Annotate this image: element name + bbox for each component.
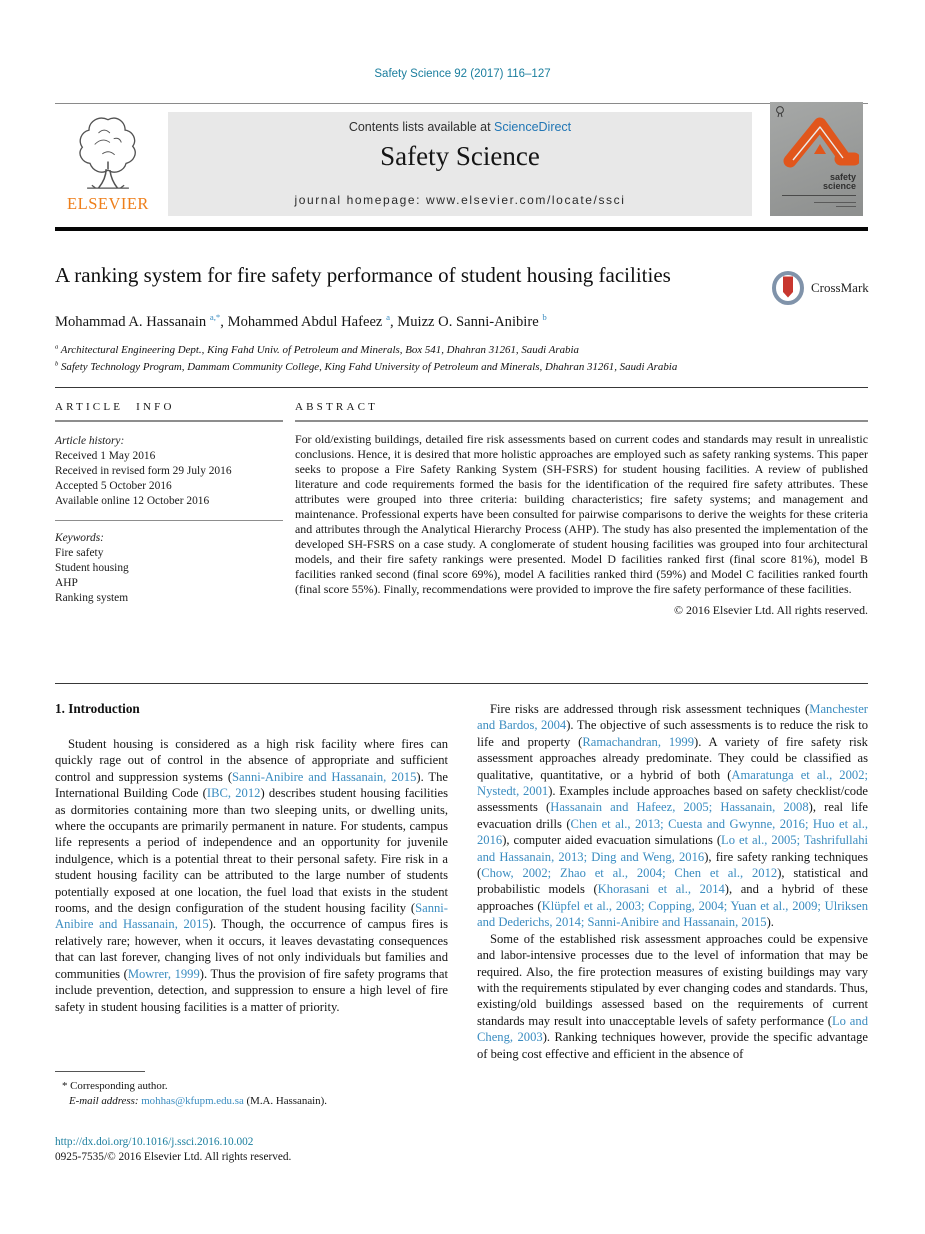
keyword-item: Fire safety <box>55 547 104 559</box>
article-info-section <box>55 401 283 606</box>
safety-science-triangle-icon <box>775 113 859 173</box>
history-item: Received 1 May 2016 <box>55 450 156 462</box>
text-segment: Some of the established risk assessment approaches could be expensive and labor-intensive processes due to the level of information that may be required. Also, the fire protection measures of existing buildings may vary with the requirements stipulated by ever changing codes and standards. Thus, existing/old buildings assessed based on the requirements of current standards may result into unacceptable levels of safety performance ( <box>477 931 868 1028</box>
article-info-rule <box>55 420 283 422</box>
journal-homepage-link[interactable]: journal homepage: www.elsevier.com/locate/ssci <box>294 193 626 207</box>
banner-bottom-rule <box>55 227 868 231</box>
history-item: Accepted 5 October 2016 <box>55 480 172 492</box>
citation-link[interactable]: Chow, 2002; Zhao et al., 2004; Chen et al., 2012 <box>481 866 778 881</box>
email-link[interactable]: mohhas@kfupm.edu.sa <box>141 1094 244 1107</box>
text-segment: ), statistical and probabilistic models ( <box>477 866 868 897</box>
text-segment: ). Examples include approaches based on safety checklist/code assessments ( <box>477 784 868 815</box>
contents-lists-line <box>168 112 752 134</box>
text-segment: , Muizz O. Sanni-Anibire <box>389 314 543 330</box>
keywords-label: Keywords: <box>55 532 104 544</box>
text-segment: Safety Technology Program, Dammam Community College, King Fahd University of Petroleum and Minerals, Dhahran 31261, Saudi Arabia <box>58 360 678 373</box>
text-segment: ), and a hybrid of these approaches ( <box>477 882 868 913</box>
text-segment: b <box>55 360 59 368</box>
cover-fine-print-bar <box>836 206 856 207</box>
journal-title: Safety Science <box>380 141 540 171</box>
intro-section <box>55 701 448 1015</box>
citation-link[interactable]: Lo et al., 2005; Tashrifullahi and Hassanain, 2013; Ding and Weng, 2016 <box>477 833 868 864</box>
article-history-label: Article history: <box>55 435 125 447</box>
text-segment: Fire risks are addressed through risk assessment techniques ( <box>490 702 810 716</box>
author-affiliation-marker[interactable]: a <box>386 312 390 323</box>
cover-rule <box>782 195 856 196</box>
elsevier-logo[interactable] <box>55 110 161 216</box>
citation-link[interactable]: Khorasani et al., 2014 <box>597 882 725 897</box>
abstract-heading: ABSTRACT <box>295 401 379 413</box>
citation-link[interactable]: Manchester and Bardos, 2004 <box>477 702 868 733</box>
history-item: Received in revised form 29 July 2016 <box>55 465 232 477</box>
abstract-text: For old/existing buildings, detailed fire risk assessments based on current codes and standards may result in unrealistic conclusions. Hence, it is desired that more holistic approaches are employed such as safety ranking systems. This paper seeks to propose a Fire Safety Ranking System (SH-FSRS) for student housing facilities. A review of published literature and code requirements formed the basis for the identification of the required fire safety attributes. These attributes were grouped into three criteria: building characteristics; fire safety systems; and management and maintenance. Professional experts have been consulted for pairwise comparisons to derive the weights for these criteria and attributes through the Analytical Hierarchy Process (AHP). The study has also presented the implementation of the developed SH-FSRS on a case study. A conglomerate of student housing facilities was grouped into four architectural models, and their fire safety rankings were presented. Model D facilities ranked first (final score 81%), model B facilities ranked second (final score 69%), model A facilities ranked third (59%) and Model C facilities ranked fourth (final score 55%). Finally, recommendations were provided to improve the fire safety performance of these facilities. <box>295 432 868 596</box>
paper-title: A ranking system for fire safety performance of student housing facilities <box>55 263 671 287</box>
citation-link[interactable]: Sanni-Anibire and Hassanain, 2015 <box>55 901 448 932</box>
text-segment: ), fire safety ranking techniques ( <box>477 849 868 881</box>
elsevier-wordmark: ELSEVIER <box>67 194 149 213</box>
text-segment: ). The International Building Code ( <box>55 769 449 801</box>
body-paragraph <box>477 931 868 1062</box>
abstract-rule <box>295 420 868 422</box>
author-affiliation-marker[interactable]: a,* <box>209 312 221 323</box>
crossmark-badge[interactable] <box>770 269 890 307</box>
text-segment: (M.A. Hassanain). <box>243 1094 327 1107</box>
citation-link[interactable]: Amaratunga et al., 2002; Nystedt, 2001 <box>477 767 868 799</box>
right-column <box>477 701 868 1062</box>
keyword-item: AHP <box>55 577 78 589</box>
footnote-block <box>55 1071 448 1108</box>
journal-citation: Safety Science 92 (2017) 116–127 <box>374 68 551 80</box>
body-paragraph <box>477 701 868 931</box>
citation-link[interactable]: Lo and Cheng, 2003 <box>477 1013 868 1045</box>
footnote-rule <box>55 1071 145 1072</box>
section-heading-introduction: 1. Introduction <box>55 701 140 716</box>
issn-copyright-line: 0925-7535/© 2016 Elsevier Ltd. All rights reserved. <box>55 1151 292 1163</box>
text-segment: Student housing is considered as a high risk facility where fires can quickly rage out of control in the absence of appropriate and sufficient control and suppression systems ( <box>55 737 448 784</box>
elsevier-tree-icon <box>70 110 146 194</box>
text-segment: , Mohammed Abdul Hafeez <box>220 314 387 330</box>
crossmark-label: CrossMark <box>811 280 869 295</box>
citation-link[interactable]: Ramachandran, 1999 <box>582 734 695 749</box>
citation-link[interactable]: Klüpfel et al., 2003; Copping, 2004; Yuan et al., 2009; Ulriksen and Dederichs, 2014; Sanni-Anibire and Hassanain, 2015 <box>477 898 869 930</box>
cover-journal-title: safety science <box>822 172 856 191</box>
text-segment: ). Thus the provision of fire safety programs that include prevention, detection, and suppression to ensure a high level of fire safety in student housing facilities is a matter of priority. <box>55 966 448 1014</box>
text-segment: Mohammad A. Hassanain <box>55 314 210 330</box>
text-segment: ). A variety of fire safety risk assessment approaches already predominate. They could be classified as qualitative, quantitative, or a hybrid of both ( <box>477 734 868 782</box>
email-note <box>55 1094 448 1109</box>
authors-line <box>55 314 835 331</box>
info-section-bottom-rule <box>55 683 868 684</box>
author-affiliation-marker[interactable]: b <box>542 312 547 323</box>
journal-banner <box>168 112 752 216</box>
citation-link[interactable]: Sanni-Anibire and Hassanain, 2015 <box>232 769 417 784</box>
abstract-copyright: © 2016 Elsevier Ltd. All rights reserved. <box>674 603 868 617</box>
affiliation-a <box>55 342 868 359</box>
keyword-item: Ranking system <box>55 592 129 604</box>
text-segment: E-mail address: <box>69 1094 142 1107</box>
text-segment: ) describes student housing facilities as dormitories containing more than two sleeping units, or dwelling units, where the occupants are primarily permanent in nature. For students, campus life represents a period of independence and an opportunity for juvenile indulgence, which is a potential threat to their personal safety. Fire risk in a student housing facility can be attributed to the large number of students potentially exposed at one location, the fuel load that exists in the student rooms, and the design configuration of the student housing facility ( <box>55 786 448 916</box>
text-segment: ), real life evacuation drills ( <box>477 800 869 831</box>
doi-link[interactable]: http://dx.doi.org/10.1016/j.ssci.2016.10.002 <box>55 1136 254 1148</box>
cover-fine-print-bar <box>814 202 856 203</box>
text-segment: Contents lists available at <box>348 120 495 134</box>
text-segment: ). <box>766 915 774 930</box>
sciencedirect-link[interactable]: ScienceDirect <box>494 120 572 134</box>
crossmark-icon <box>770 270 806 306</box>
body-paragraph <box>55 736 448 1015</box>
header-top-rule <box>55 103 868 104</box>
text-segment: Architectural Engineering Dept., King Fahd Univ. of Petroleum and Minerals, Box 541, Dhahran 31261, Saudi Arabia <box>58 344 579 356</box>
citation-link[interactable]: Chen et al., 2013; Cuesta and Gwynne, 2016; Huo et al., 2016 <box>477 816 868 848</box>
text-segment: ). Ranking techniques however, provide the specific advantage of being cost effective and efficient in the absence of <box>477 1030 868 1061</box>
abstract-section <box>295 401 868 618</box>
corresponding-author-note: * Corresponding author. <box>62 1080 168 1092</box>
journal-cover[interactable] <box>770 102 863 216</box>
citation-link[interactable]: Mowrer, 1999 <box>127 966 200 981</box>
keywords-divider-rule <box>55 520 283 521</box>
affiliation-b <box>55 359 868 376</box>
citation-link[interactable]: Hassanain and Hafeez, 2005; Hassanain, 2008 <box>550 800 809 815</box>
text-segment: ), computer aided evacuation simulations ( <box>502 833 722 848</box>
text-segment: ). The objective of such assessments is to reduce the risk to life and property ( <box>477 718 869 749</box>
citation-link[interactable]: IBC, 2012 <box>206 786 261 801</box>
text-segment: a <box>55 343 59 351</box>
text-segment: ). Though, the occurrence of campus fires is relatively rare; however, when it occurs, it leaves devastating consequences that can last forever, changing lives of not only individuals but families and communities ( <box>55 917 448 981</box>
keyword-item: Student housing <box>55 562 129 574</box>
history-item: Available online 12 October 2016 <box>55 495 210 507</box>
info-section-top-rule <box>55 387 868 388</box>
affiliations <box>55 342 868 376</box>
article-info-heading: ARTICLE INFO <box>55 401 175 413</box>
doi-block <box>55 1135 475 1165</box>
